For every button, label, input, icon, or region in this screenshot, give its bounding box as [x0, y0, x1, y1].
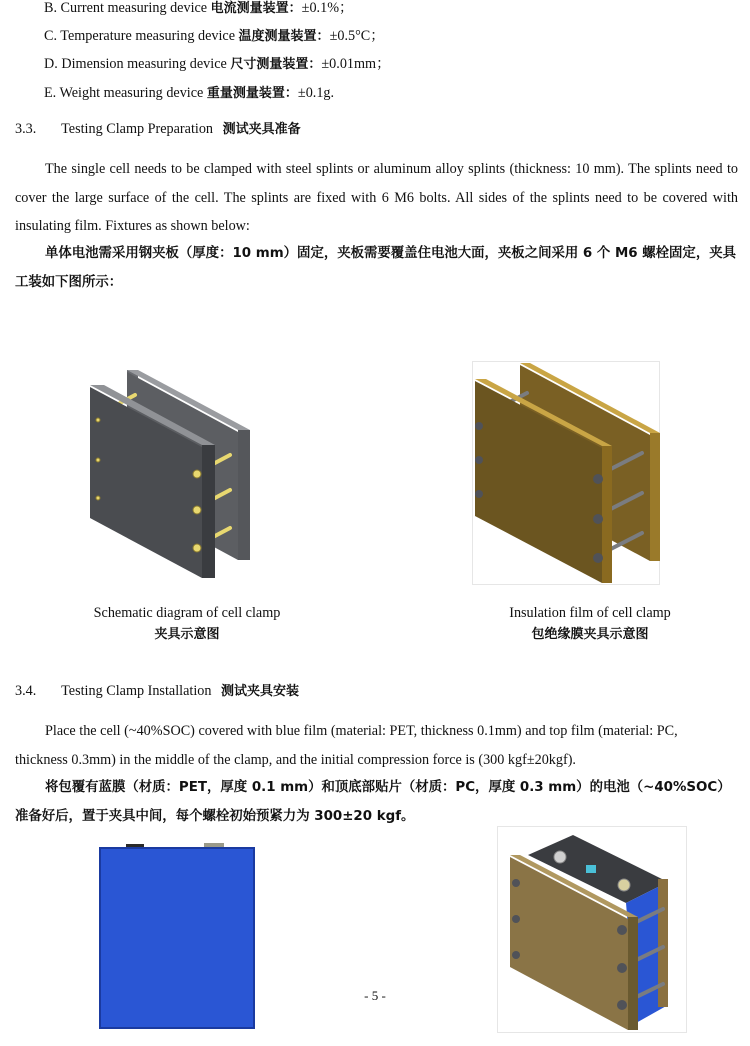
list-item-temperature: C. Temperature measuring device 温度测量装置：±0.5°C；	[44, 28, 385, 44]
paragraph-3-3-cn: 单体电池需采用钢夹板（厚度：10 mm）固定，夹板需要覆盖住电池大面，夹板之间采用 6 个 M6 螺栓固定，夹具工装如下图所示：	[15, 246, 736, 290]
list-item-current: B. Current measuring device 电流测量装置：±0.1%；	[44, 0, 354, 16]
paragraph-3-4-en: Place the cell (~40%SOC) covered with blue film (material: PET, thickness 0.1mm) and top film (material: PC, thickness 0.3mm) in the middle of the clamp, and the initial compression force is (300 kgf±20kgf).	[15, 723, 678, 768]
figure-blue-film-cell	[98, 840, 256, 1030]
page-number: - 5 -	[364, 988, 386, 1003]
paragraph-3-4-cn: 将包覆有蓝膜（材质：PET，厚度 0.1 mm）和顶底部贴片（材质：PC，厚度 0.3 mm）的电池（~40%SOC）准备好后，置于夹具中间，每个螺栓初始预紧力为 300±20 kgf。	[15, 780, 731, 824]
figure-caption-left: Schematic diagram of cell clamp 夹具示意图	[93, 605, 281, 642]
paragraph-3-3-en: The single cell needs to be clamped with steel splints or aluminum alloy splints (thickness: 10 mm). The splints need to cover the large surface of the cell. The splints are fixed with 6 M6 bolts. All sides of the splints need to be covered with insulating film. Fixtures as shown below:	[15, 161, 738, 234]
list-item-weight: E. Weight measuring device 重量测量装置：±0.1g.	[44, 85, 335, 101]
figure-cell-in-clamp	[498, 827, 686, 1032]
section-heading-3-3: 3.3. Testing Clamp Preparation 测试夹具准备	[15, 121, 301, 137]
figure-cell-clamp	[80, 360, 260, 585]
list-item-dimension: D. Dimension measuring device 尺寸测量装置：±0.01mm；	[44, 56, 391, 72]
section-heading-3-4: 3.4. Testing Clamp Installation 测试夹具安装	[15, 683, 300, 699]
figure-caption-right: Insulation film of cell clamp 包绝缘膜夹具示意图	[509, 605, 671, 642]
figure-insulated-clamp	[472, 361, 660, 585]
